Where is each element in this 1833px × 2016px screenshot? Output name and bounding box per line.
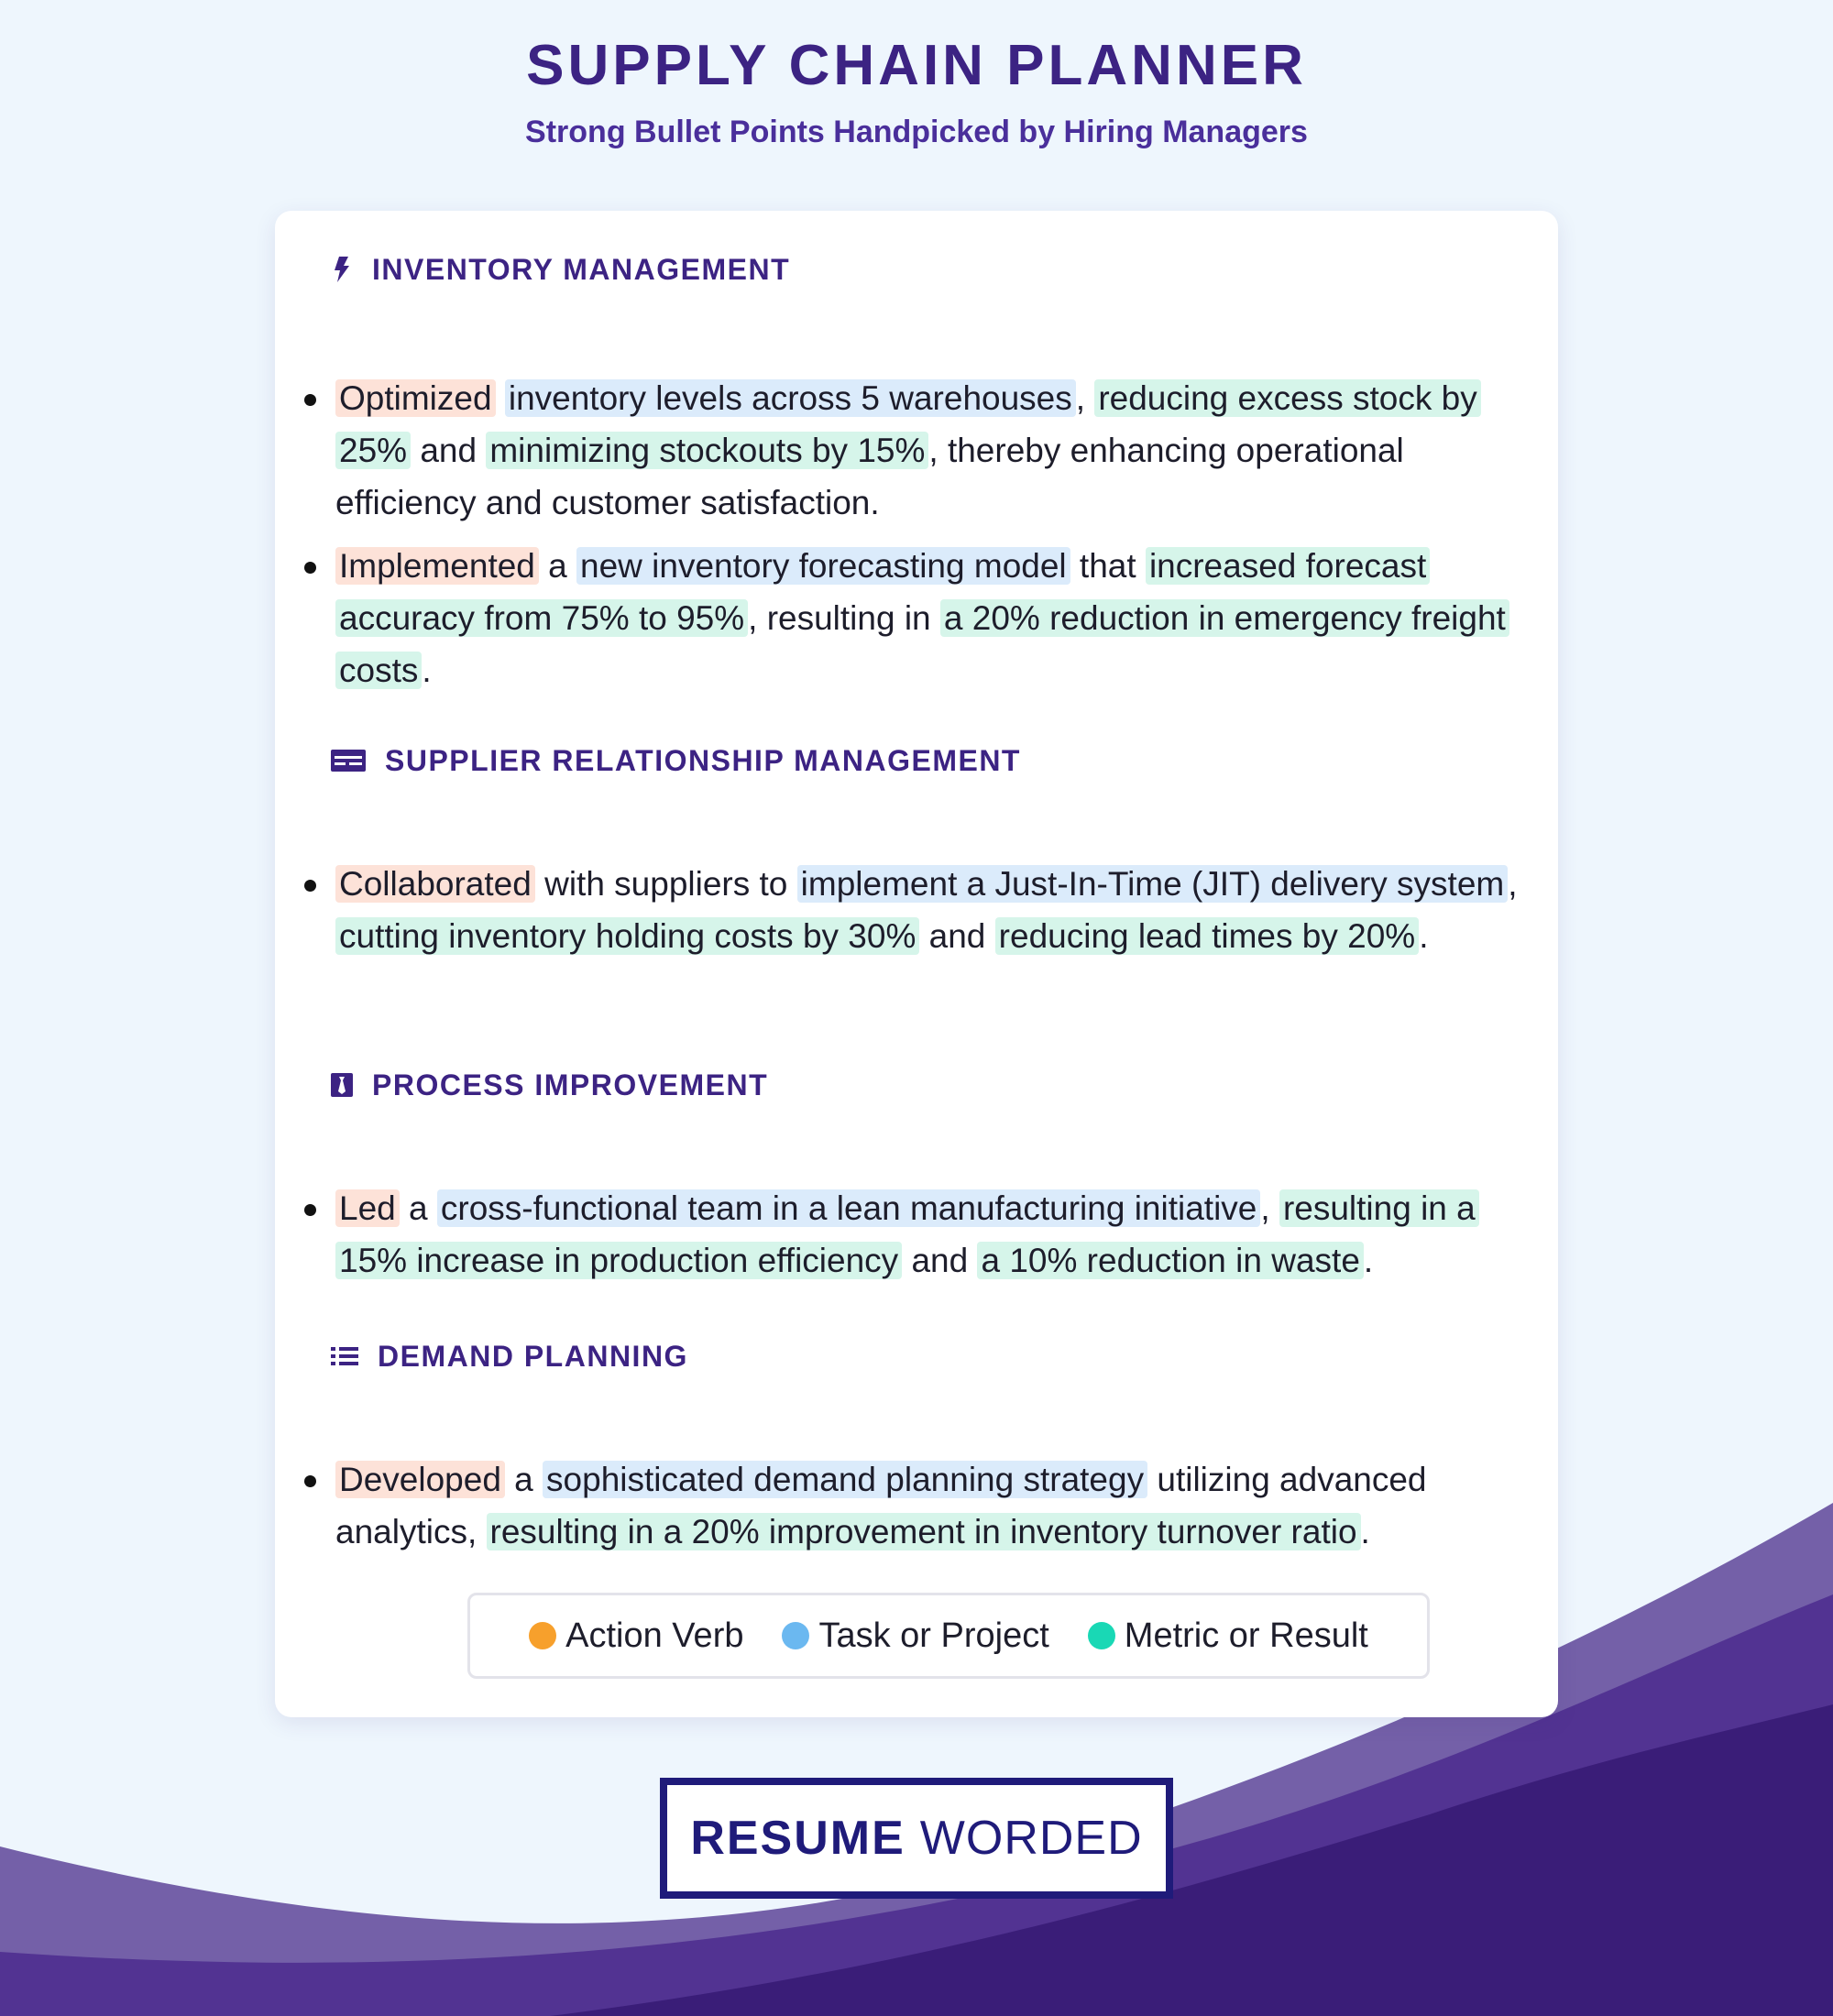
action-verb-highlight: Developed [335, 1461, 505, 1498]
bullet-text: a [504, 1461, 543, 1498]
bullet-item [302, 372, 1531, 529]
legend-label: Task or Project [818, 1616, 1049, 1655]
bullet-text: a [538, 547, 577, 585]
action-verb-highlight: Implemented [335, 547, 539, 585]
section-header [330, 249, 790, 290]
legend-item-action-verb [529, 1616, 743, 1656]
task-highlight: cross-functional team in a lean manufacturing initiative [437, 1189, 1261, 1227]
page-subtitle: Strong Bullet Points Handpicked by Hiring Managers [525, 115, 1308, 149]
legend-item-metric-or-result [1088, 1616, 1368, 1656]
lightning-bolt-icon [330, 256, 354, 283]
task-highlight: new inventory forecasting model [576, 547, 1070, 585]
metric-highlight: resulting in a 20% improvement in inventory turnover ratio [487, 1513, 1361, 1550]
metric-highlight: reducing lead times by 20% [995, 917, 1420, 955]
metric-highlight: cutting inventory holding costs by 30% [335, 917, 919, 955]
task-highlight: inventory levels across 5 warehouses [505, 379, 1076, 417]
legend-item-task-or-project [782, 1616, 1048, 1656]
bullet-text: and [919, 917, 995, 955]
bullet-text: , resulting in [748, 599, 940, 637]
bullet-list [302, 372, 1531, 707]
bullet-text: . [422, 652, 432, 689]
bullet-text: and [902, 1242, 978, 1279]
legend-label: Action Verb [565, 1616, 744, 1655]
section-title: INVENTORY MANAGEMENT [372, 252, 791, 286]
id-card-icon [330, 747, 367, 774]
bullet-text: . [1360, 1513, 1370, 1550]
section-header [330, 1336, 688, 1376]
bullet-text: , thereby enhancing operational efficiency and customer satisfaction. [335, 432, 1404, 521]
section-title: SUPPLIER RELATIONSHIP MANAGEMENT [385, 743, 1021, 777]
metric-highlight: a 20% reduction in emergency freight costs [335, 599, 1509, 689]
blue-dot-icon [782, 1622, 809, 1649]
metric-highlight: increased forecast accuracy from 75% to 95% [335, 547, 1430, 637]
teal-dot-icon [1088, 1622, 1115, 1649]
bullet-text: and [411, 432, 487, 469]
highlight-legend [467, 1593, 1430, 1679]
metric-highlight: a 10% reduction in waste [977, 1242, 1363, 1279]
logo-light-text: WORDED [919, 1812, 1143, 1865]
bullet-text: that [1070, 547, 1146, 585]
bullet-text: . [1419, 917, 1429, 955]
bullet-text: a [399, 1189, 437, 1227]
section-header [330, 740, 1021, 781]
task-highlight: implement a Just-In-Time (JIT) delivery system [797, 865, 1509, 903]
metric-highlight: minimizing stockouts by 15% [486, 432, 928, 469]
bullet-list [302, 1182, 1531, 1298]
bullet-text: utilizing advanced analytics, [335, 1461, 1427, 1550]
action-verb-highlight: Led [335, 1189, 400, 1227]
logo-bold-text: RESUME [690, 1812, 906, 1865]
section-title: PROCESS IMPROVEMENT [372, 1068, 769, 1101]
bullet-text: , [1508, 865, 1518, 903]
bullet-text: , [1260, 1189, 1279, 1227]
bullet-item [302, 1182, 1531, 1287]
section-title: DEMAND PLANNING [378, 1339, 688, 1373]
resume-worded-logo[interactable] [660, 1778, 1173, 1899]
section-header [330, 1065, 768, 1105]
orange-dot-icon [529, 1622, 556, 1649]
task-highlight: sophisticated demand planning strategy [543, 1461, 1147, 1498]
action-verb-highlight: Collaborated [335, 865, 535, 903]
bullet-item [302, 540, 1531, 696]
page-title: SUPPLY CHAIN PLANNER [526, 34, 1307, 97]
bullet-text: . [1363, 1242, 1374, 1279]
metric-highlight: resulting in a 15% increase in production efficiency [335, 1189, 1479, 1279]
necktie-icon [330, 1071, 354, 1099]
bullet-list [302, 858, 1531, 973]
page-header [0, 27, 1833, 152]
list-icon [330, 1342, 359, 1370]
bullet-item [302, 1453, 1531, 1558]
bullet-text: , [1075, 379, 1095, 417]
bullet-text: with suppliers to [534, 865, 797, 903]
bullet-text [496, 379, 505, 417]
metric-highlight: reducing excess stock by 25% [335, 379, 1481, 469]
action-verb-highlight: Optimized [335, 379, 496, 417]
bullet-points-card [275, 211, 1558, 1717]
bullet-item [302, 858, 1531, 962]
bullet-list [302, 1453, 1531, 1569]
legend-label: Metric or Result [1124, 1616, 1368, 1655]
